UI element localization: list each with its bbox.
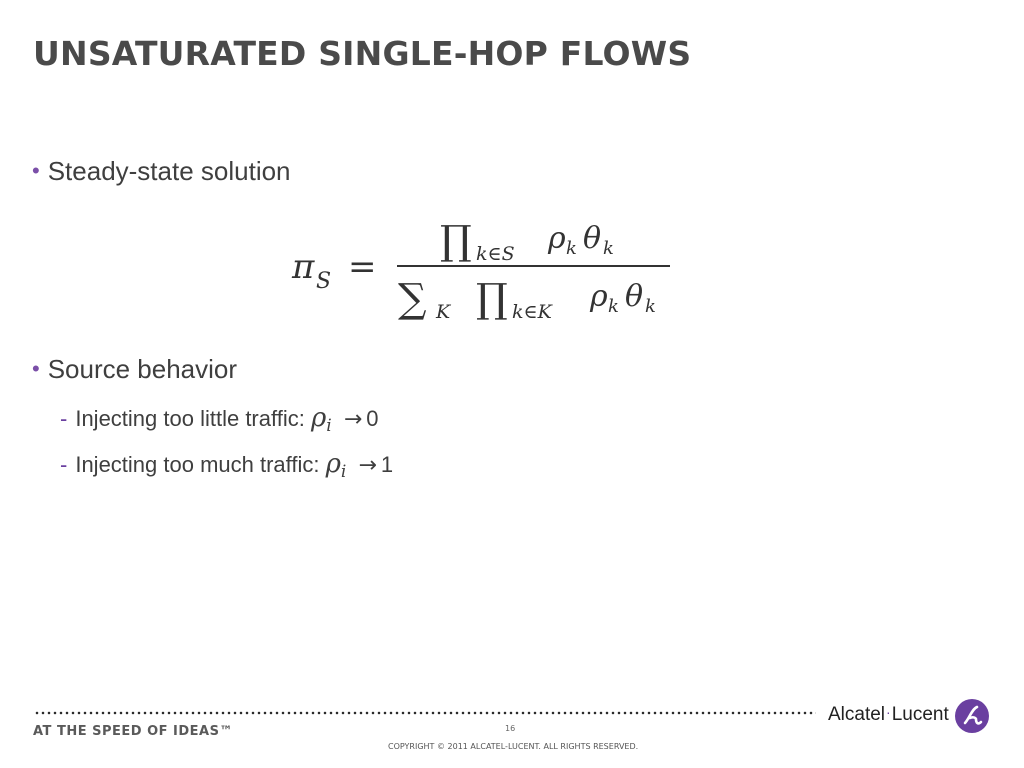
formula-num-rho: ρ bbox=[548, 221, 566, 256]
formula-num-theta-sub: k bbox=[603, 238, 614, 259]
logo-letter: a bbox=[972, 722, 973, 723]
subitem-value: 0 bbox=[366, 406, 379, 431]
formula-num-theta: θ bbox=[583, 221, 602, 256]
formula-num-rho-sub: k bbox=[566, 238, 577, 259]
formula-equals: = bbox=[348, 247, 377, 287]
slide-title: UNSATURATED SINGLE-HOP FLOWS bbox=[33, 34, 692, 73]
bullet-text: Source behavior bbox=[47, 354, 238, 384]
formula-den-product: ∏ bbox=[476, 276, 508, 322]
rho-symbol: ρ bbox=[310, 403, 327, 433]
brand-wordmark bbox=[828, 704, 949, 726]
formula-den-theta-sub: k bbox=[645, 296, 656, 317]
rho-subscript: i bbox=[326, 416, 332, 436]
subitem-marker: - bbox=[60, 406, 68, 431]
formula-den-theta: θ bbox=[625, 279, 644, 314]
brand-right: Lucent bbox=[891, 704, 949, 725]
brand-separator: · bbox=[886, 704, 891, 720]
subitem-value: 1 bbox=[380, 452, 394, 477]
subitem-too-little bbox=[60, 403, 379, 436]
footer-dotted-divider bbox=[34, 711, 816, 715]
brand-left: Alcatel bbox=[828, 704, 886, 725]
formula-lhs-symbol: π bbox=[292, 247, 315, 287]
bullet-marker: • bbox=[32, 356, 40, 381]
bullet-text: Steady-state solution bbox=[47, 156, 291, 186]
rho-symbol: ρ bbox=[325, 449, 341, 479]
subitem-marker: - bbox=[60, 452, 68, 477]
formula-den-sum: ∑ bbox=[398, 276, 427, 322]
subitem-text: Injecting too little traffic: bbox=[75, 406, 305, 431]
bullet-source-behavior bbox=[32, 354, 237, 385]
rho-subscript: i bbox=[340, 462, 347, 482]
subitem-too-much bbox=[60, 449, 393, 482]
arrow-icon: → bbox=[358, 453, 377, 478]
formula-den-sum-sub: K bbox=[436, 301, 451, 323]
alcatel-lucent-logo-icon bbox=[954, 698, 990, 734]
formula-num-product-sub: k∈S bbox=[476, 243, 515, 265]
formula-den-rho: ρ bbox=[590, 279, 608, 314]
bullet-marker: • bbox=[32, 158, 40, 183]
subitem-text: Injecting too much traffic: bbox=[75, 452, 320, 477]
formula-num-product: ∏ bbox=[440, 218, 472, 264]
formula-lhs-subscript: S bbox=[316, 269, 332, 294]
formula-den-rho-sub: k bbox=[608, 296, 619, 317]
bullet-steady-state bbox=[32, 156, 291, 187]
arrow-icon: → bbox=[343, 407, 363, 432]
copyright-notice: COPYRIGHT © 2011 ALCATEL-LUCENT. ALL RIGHTS RESERVED. bbox=[388, 742, 639, 751]
steady-state-formula bbox=[290, 208, 690, 328]
footer-tagline: AT THE SPEED OF IDEAS™ bbox=[33, 724, 233, 739]
page-number: 16 bbox=[505, 724, 516, 733]
formula-den-product-sub: k∈K bbox=[512, 301, 552, 323]
